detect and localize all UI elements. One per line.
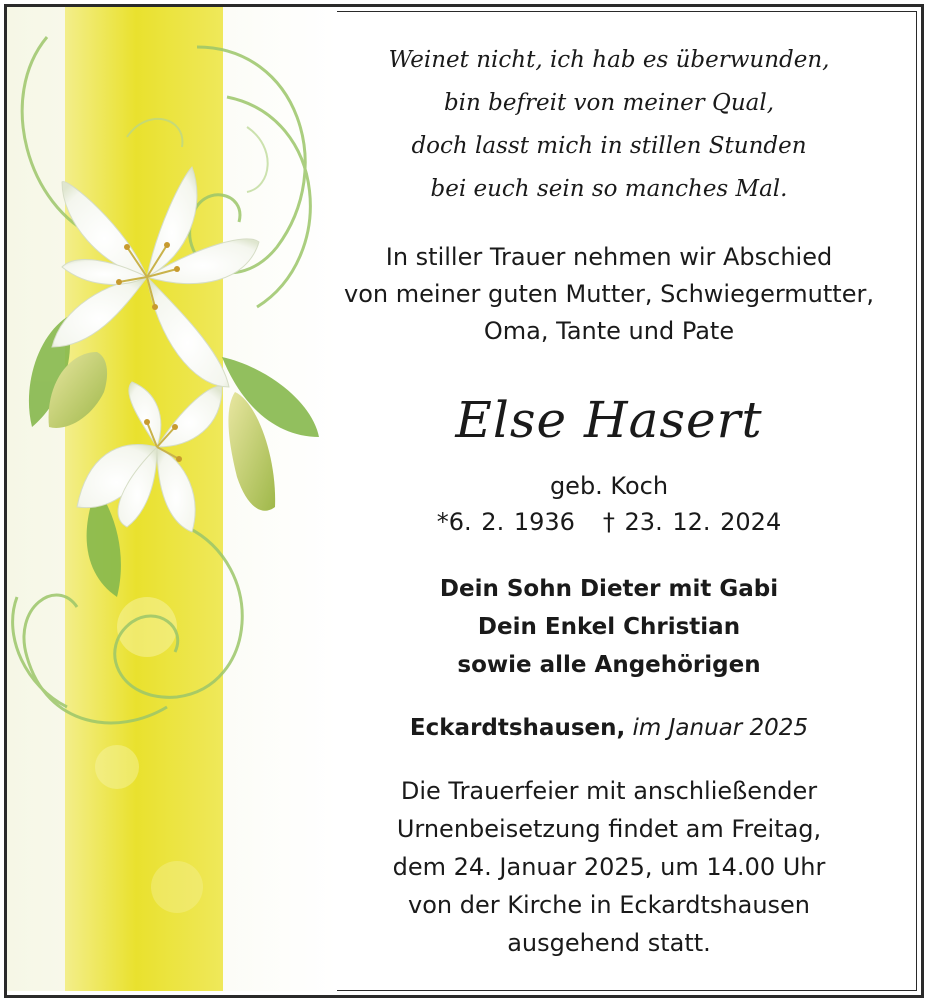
deceased-name: Else Hasert bbox=[455, 391, 763, 449]
intro-line: von meiner guten Mutter, Schwiegermutter, bbox=[344, 280, 874, 308]
notice-date: im Januar 2025 bbox=[625, 715, 809, 741]
life-dates bbox=[297, 504, 921, 540]
farewell-intro bbox=[297, 239, 921, 350]
intro-line: In stiller Trauer nehmen wir Abschied bbox=[385, 243, 833, 271]
mourning-family bbox=[297, 570, 921, 684]
poem-line: bei euch sein so manches Mal. bbox=[430, 176, 788, 202]
poem-line: bin befreit von meiner Qual, bbox=[443, 90, 775, 116]
funeral-service-info bbox=[297, 772, 921, 962]
poem bbox=[297, 39, 921, 211]
service-line: von der Kirche in Eckardtshausen bbox=[407, 891, 811, 919]
intro-line: Oma, Tante und Pate bbox=[483, 317, 735, 345]
service-line: dem 24. Januar 2025, um 14.00 Uhr bbox=[392, 853, 826, 881]
service-line: ausgehend statt. bbox=[507, 929, 711, 957]
maiden-name: geb. Koch bbox=[549, 472, 669, 500]
family-line: sowie alle Angehörigen bbox=[457, 652, 761, 678]
obituary-frame bbox=[4, 4, 924, 998]
service-line: Urnenbeisetzung findet am Freitag, bbox=[396, 815, 822, 843]
lily-decoration-svg bbox=[7, 7, 337, 991]
poem-line: Weinet nicht, ich hab es überwunden, bbox=[388, 47, 830, 73]
death-date: † 23. 12. 2024 bbox=[602, 508, 782, 536]
family-line: Dein Sohn Dieter mit Gabi bbox=[439, 576, 779, 602]
place-name: Eckardtshausen, bbox=[409, 715, 626, 741]
obituary-text-column bbox=[297, 7, 921, 995]
lily-flower-illustration bbox=[7, 7, 337, 995]
place-and-date bbox=[297, 710, 921, 746]
family-line: Dein Enkel Christian bbox=[477, 614, 741, 640]
service-line: Die Trauerfeier mit anschließender bbox=[400, 777, 818, 805]
birth-date: *6. 2. 1936 bbox=[436, 508, 575, 536]
poem-line: doch lasst mich in stillen Stunden bbox=[411, 133, 807, 159]
